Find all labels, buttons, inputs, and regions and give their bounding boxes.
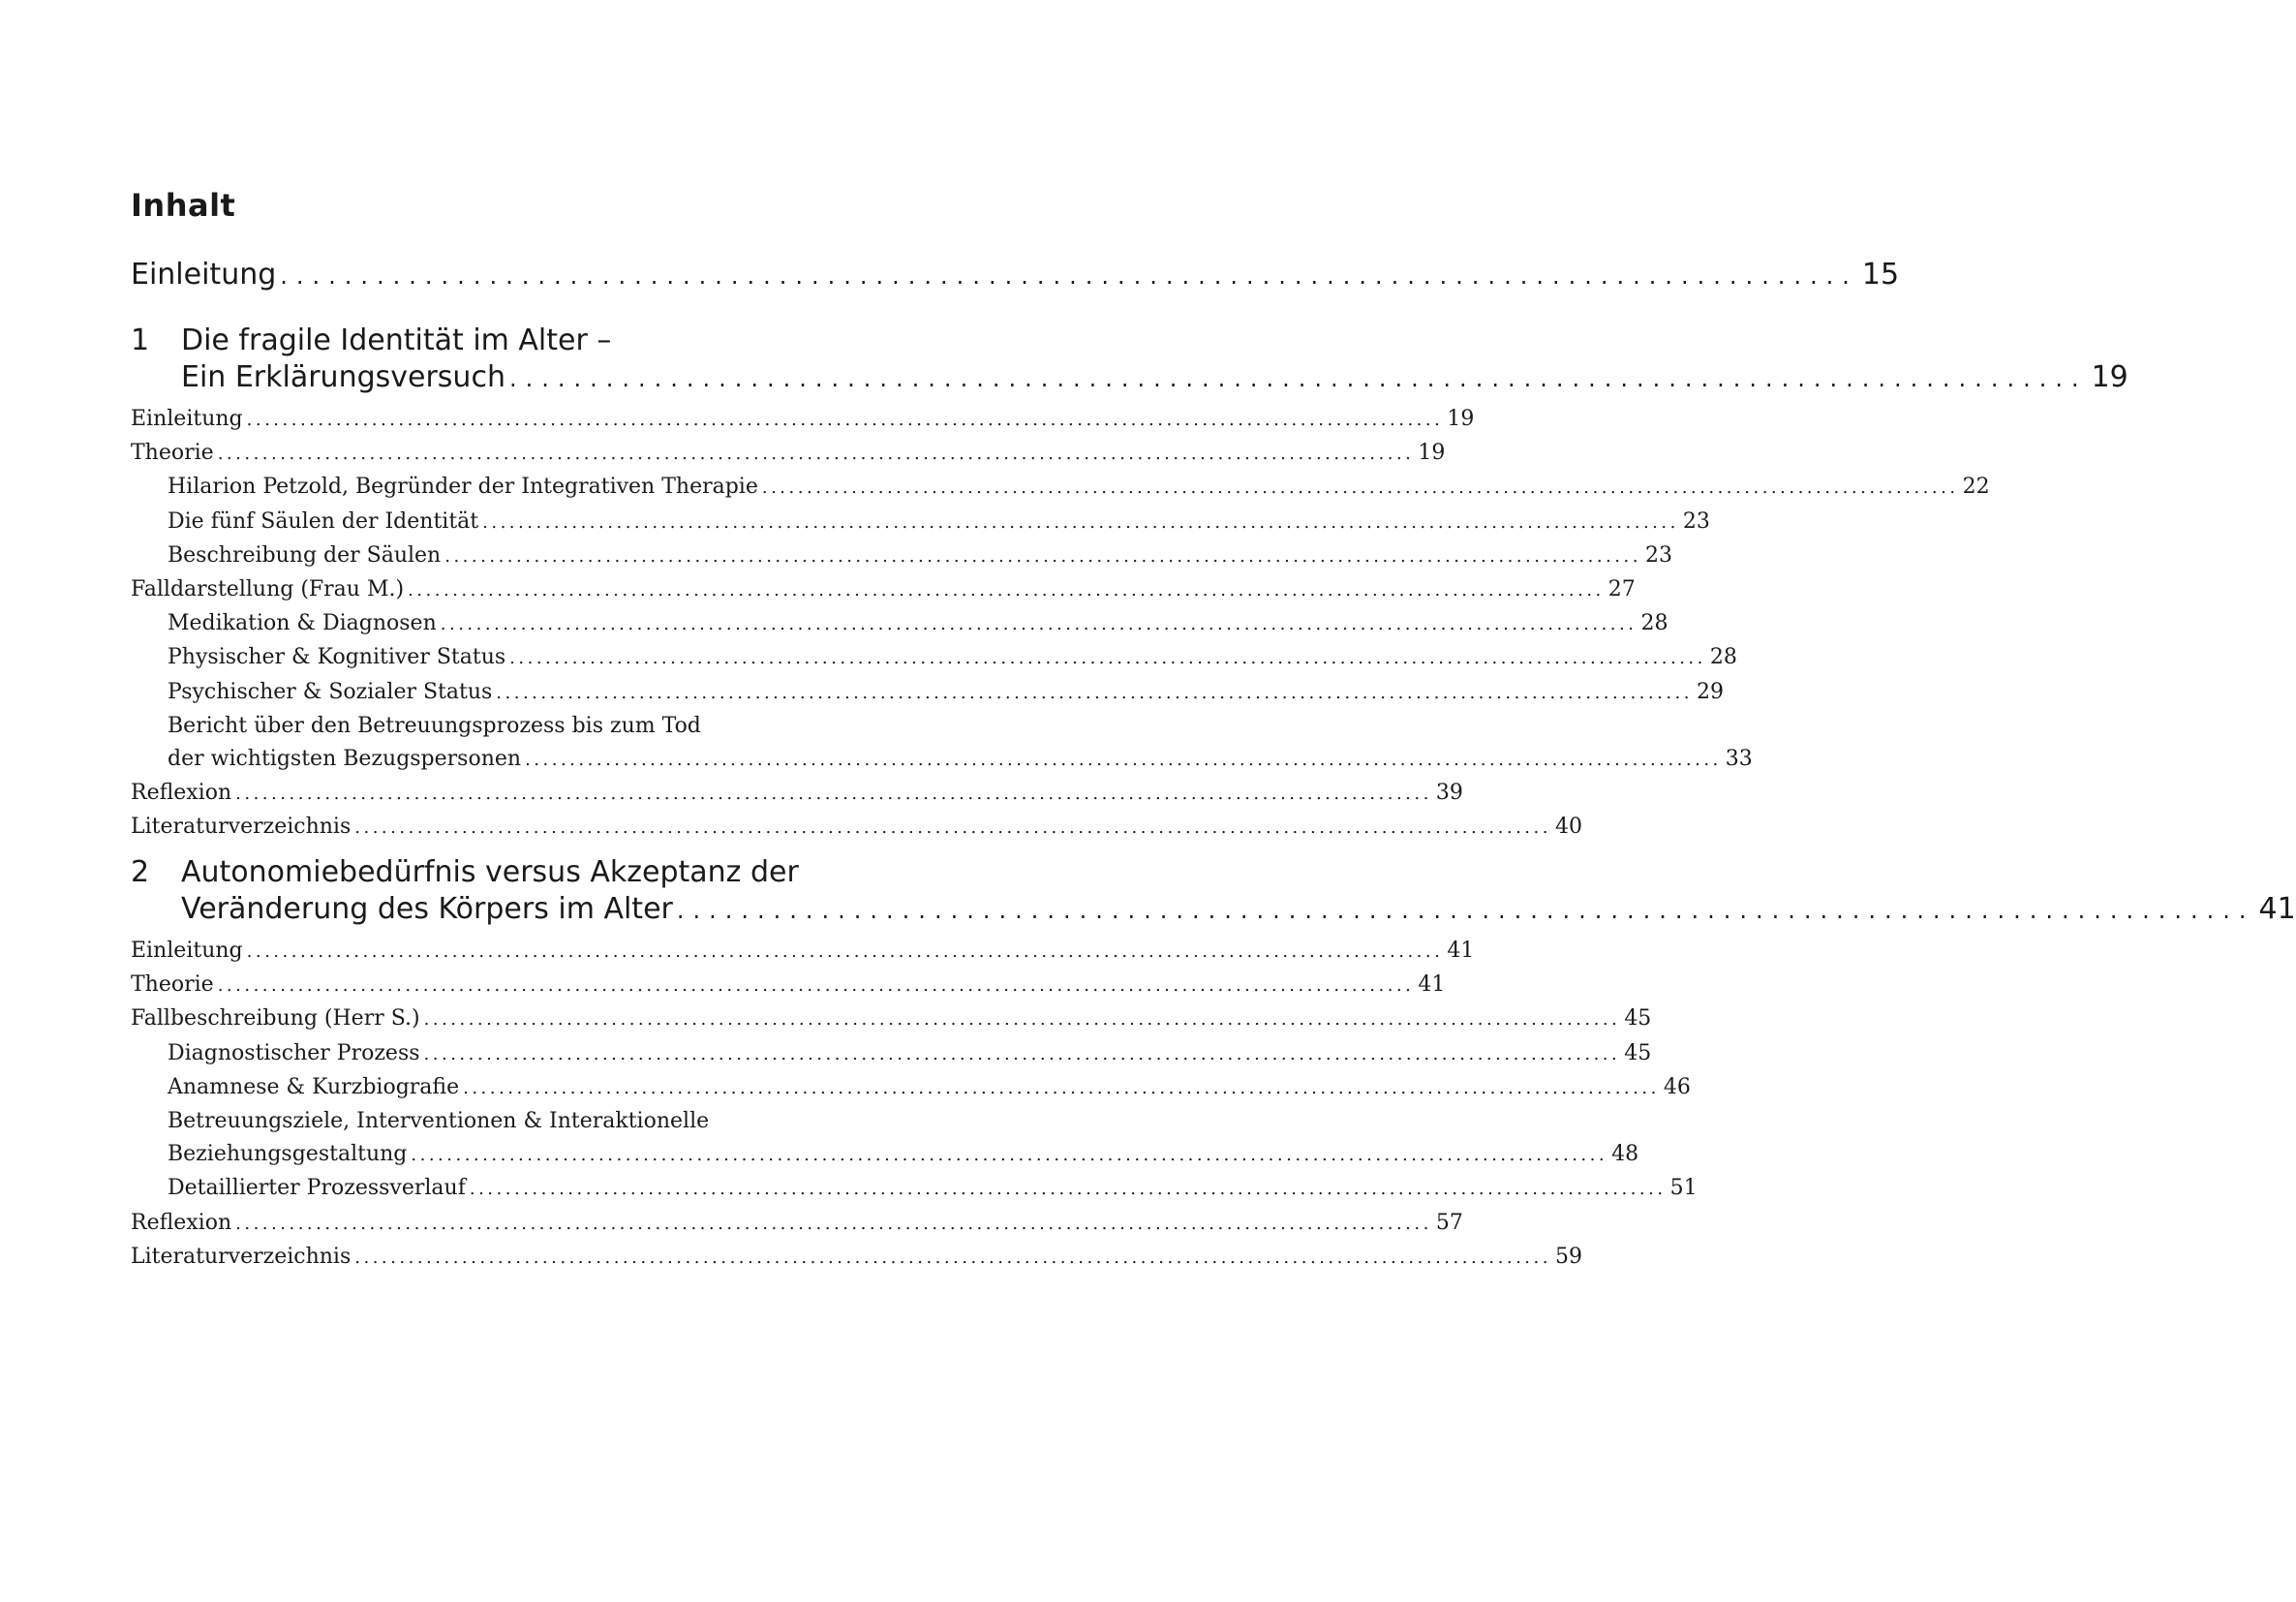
- dot-leader: ......................................................................................................................................: [217, 444, 1415, 465]
- entry-label: Hilarion Petzold, Begründer der Integrativen Therapie: [168, 475, 758, 500]
- toc-entry: [131, 1241, 1582, 1275]
- toc-entry: [131, 777, 1463, 811]
- entry-label: Detaillierter Prozessverlauf: [168, 1176, 466, 1201]
- dot-leader: ......................................................................................................................................: [408, 580, 1605, 601]
- toc-title: Inhalt: [131, 187, 236, 224]
- entry-page: 41: [1418, 972, 1446, 998]
- entry-page: 45: [1624, 1006, 1652, 1032]
- dot-leader: ......................................................................................................................................: [525, 750, 1722, 771]
- toc-entry: [131, 1138, 1639, 1172]
- toc-entry: [131, 257, 1900, 294]
- toc-entry: [131, 676, 1725, 710]
- entry-page: 19: [1447, 407, 1475, 431]
- toc-entry: [131, 935, 1475, 969]
- entry-label: der wichtigsten Bezugspersonen: [168, 747, 522, 772]
- toc-entry: [131, 539, 1672, 573]
- dot-leader: ..................................................................................................: [676, 897, 2255, 924]
- toc-intro: [131, 257, 1900, 294]
- toc-entry: [131, 1071, 1691, 1105]
- toc-entry: [131, 641, 1737, 675]
- chapter-title-line2: Veränderung des Körpers im Alter: [181, 892, 673, 926]
- entry-page: 28: [1640, 611, 1668, 636]
- entry-page: 39: [1435, 781, 1463, 806]
- entry-page: 48: [1611, 1142, 1639, 1167]
- chapter-page: 19: [2091, 360, 2128, 394]
- toc-entry: [131, 506, 1710, 539]
- entry-page: 23: [1644, 542, 1672, 568]
- toc-entry: [131, 437, 1446, 471]
- entry-page: 45: [1624, 1040, 1652, 1065]
- entry-page: 40: [1554, 815, 1582, 840]
- toc-entry: [131, 743, 1753, 777]
- dot-leader: ......................................................................................................................................: [496, 682, 1694, 703]
- dot-leader: ......................................................................................................................................: [423, 1043, 1621, 1064]
- entry-label: Psychischer & Sozialer Status: [168, 679, 493, 704]
- dot-leader: ......................................................................................................................................: [444, 545, 1641, 567]
- entry-label: Diagnostischer Prozess: [168, 1040, 420, 1065]
- chapter-page: 41: [2258, 892, 2296, 926]
- entry-page: 28: [1709, 645, 1737, 670]
- entry-label: Einleitung: [131, 407, 243, 431]
- chapter-number: 2: [131, 855, 150, 889]
- dot-leader: ......................................................................................................................................: [246, 941, 1444, 962]
- entry-label: Theorie: [131, 441, 214, 466]
- entry-label: Die fünf Säulen der Identität: [168, 508, 479, 534]
- entry-page: 19: [1418, 441, 1446, 466]
- entry-label: Literaturverzeichnis: [131, 815, 352, 840]
- entry-label-line1: Betreuungsziele, Interventionen & Interaktionelle: [168, 1109, 710, 1134]
- chapter-title-line2: Ein Erklärungsversuch: [181, 360, 505, 394]
- chapter-number: 1: [131, 323, 150, 357]
- entry-page: 59: [1554, 1244, 1582, 1269]
- dot-leader: ......................................................................................................................................: [482, 511, 1679, 533]
- dot-leader: ......................................................................................................................................: [509, 648, 1706, 669]
- toc-entry: [131, 471, 1990, 505]
- chapter-2-heading: [131, 854, 2296, 929]
- dot-leader: ......................................................................................................................................: [423, 1009, 1621, 1031]
- toc-entry: [131, 573, 1636, 607]
- entry-label: Physischer & Kognitiver Status: [168, 645, 506, 670]
- entry-page: 27: [1607, 577, 1636, 602]
- entry-label: Einleitung: [131, 939, 243, 963]
- dot-leader: ......................................................................................................................................: [217, 975, 1415, 997]
- dot-leader: ......................................................................................................................................: [354, 1247, 1551, 1268]
- dot-leader: ......................................................................................................................................: [440, 614, 1638, 635]
- entry-label: Beschreibung der Säulen: [168, 542, 442, 568]
- entry-label: Literaturverzeichnis: [131, 1244, 352, 1269]
- chapter-1-heading: [131, 323, 2128, 397]
- entry-page: 41: [1447, 939, 1475, 963]
- entry-page: 51: [1669, 1176, 1698, 1201]
- entry-page: 15: [1861, 258, 1900, 292]
- dot-leader: ......................................................................................................................................: [411, 1145, 1608, 1166]
- dot-leader: ..................................................................................................: [508, 365, 2088, 392]
- entry-page: 57: [1435, 1210, 1463, 1235]
- entry-page: 33: [1725, 747, 1753, 772]
- entry-label: Anamnese & Kurzbiografie: [168, 1074, 460, 1099]
- entry-page: 46: [1663, 1074, 1691, 1099]
- toc-entry: [131, 969, 1446, 1002]
- dot-leader: ......................................................................................................................................: [354, 817, 1551, 839]
- toc-entry: [131, 1002, 1652, 1036]
- entry-label: Reflexion: [131, 781, 232, 806]
- toc-entry: [131, 811, 1582, 845]
- toc-entry: [131, 607, 1668, 641]
- dot-leader: ......................................................................................................................................: [235, 784, 1432, 805]
- entry-page: 22: [1962, 475, 1990, 500]
- entry-page: 23: [1682, 508, 1710, 534]
- dot-leader: ......................................................................................................................................: [463, 1077, 1660, 1098]
- chapter-1-entries: [131, 403, 1990, 846]
- entry-label: Falldarstellung (Frau M.): [131, 577, 405, 602]
- dot-leader: ..................................................................................................: [280, 262, 1858, 290]
- entry-label-line1: Bericht über den Betreuungsprozess bis zum Tod: [168, 713, 701, 738]
- toc-entry: [131, 1172, 1698, 1206]
- dot-leader: ......................................................................................................................................: [761, 478, 1959, 499]
- entry-label: Theorie: [131, 972, 214, 998]
- toc-entry: [131, 1207, 1463, 1241]
- dot-leader: ......................................................................................................................................: [246, 410, 1444, 430]
- toc-entry: [131, 403, 1475, 437]
- toc-entry: [131, 1037, 1652, 1071]
- chapter-title-line1: Die fragile Identität im Alter –: [181, 323, 612, 357]
- entry-label: Reflexion: [131, 1210, 232, 1235]
- dot-leader: ......................................................................................................................................: [469, 1179, 1667, 1200]
- chapter-title-line1: Autonomiebedürfnis versus Akzeptanz der: [181, 855, 799, 889]
- entry-label: Beziehungsgestaltung: [168, 1142, 408, 1167]
- dot-leader: ......................................................................................................................................: [235, 1213, 1432, 1234]
- entry-page: 29: [1697, 679, 1725, 704]
- chapter-2-entries: [131, 935, 1698, 1275]
- entry-label: Einleitung: [131, 258, 277, 292]
- entry-label: Fallbeschreibung (Herr S.): [131, 1006, 420, 1032]
- entry-label: Medikation & Diagnosen: [168, 611, 437, 636]
